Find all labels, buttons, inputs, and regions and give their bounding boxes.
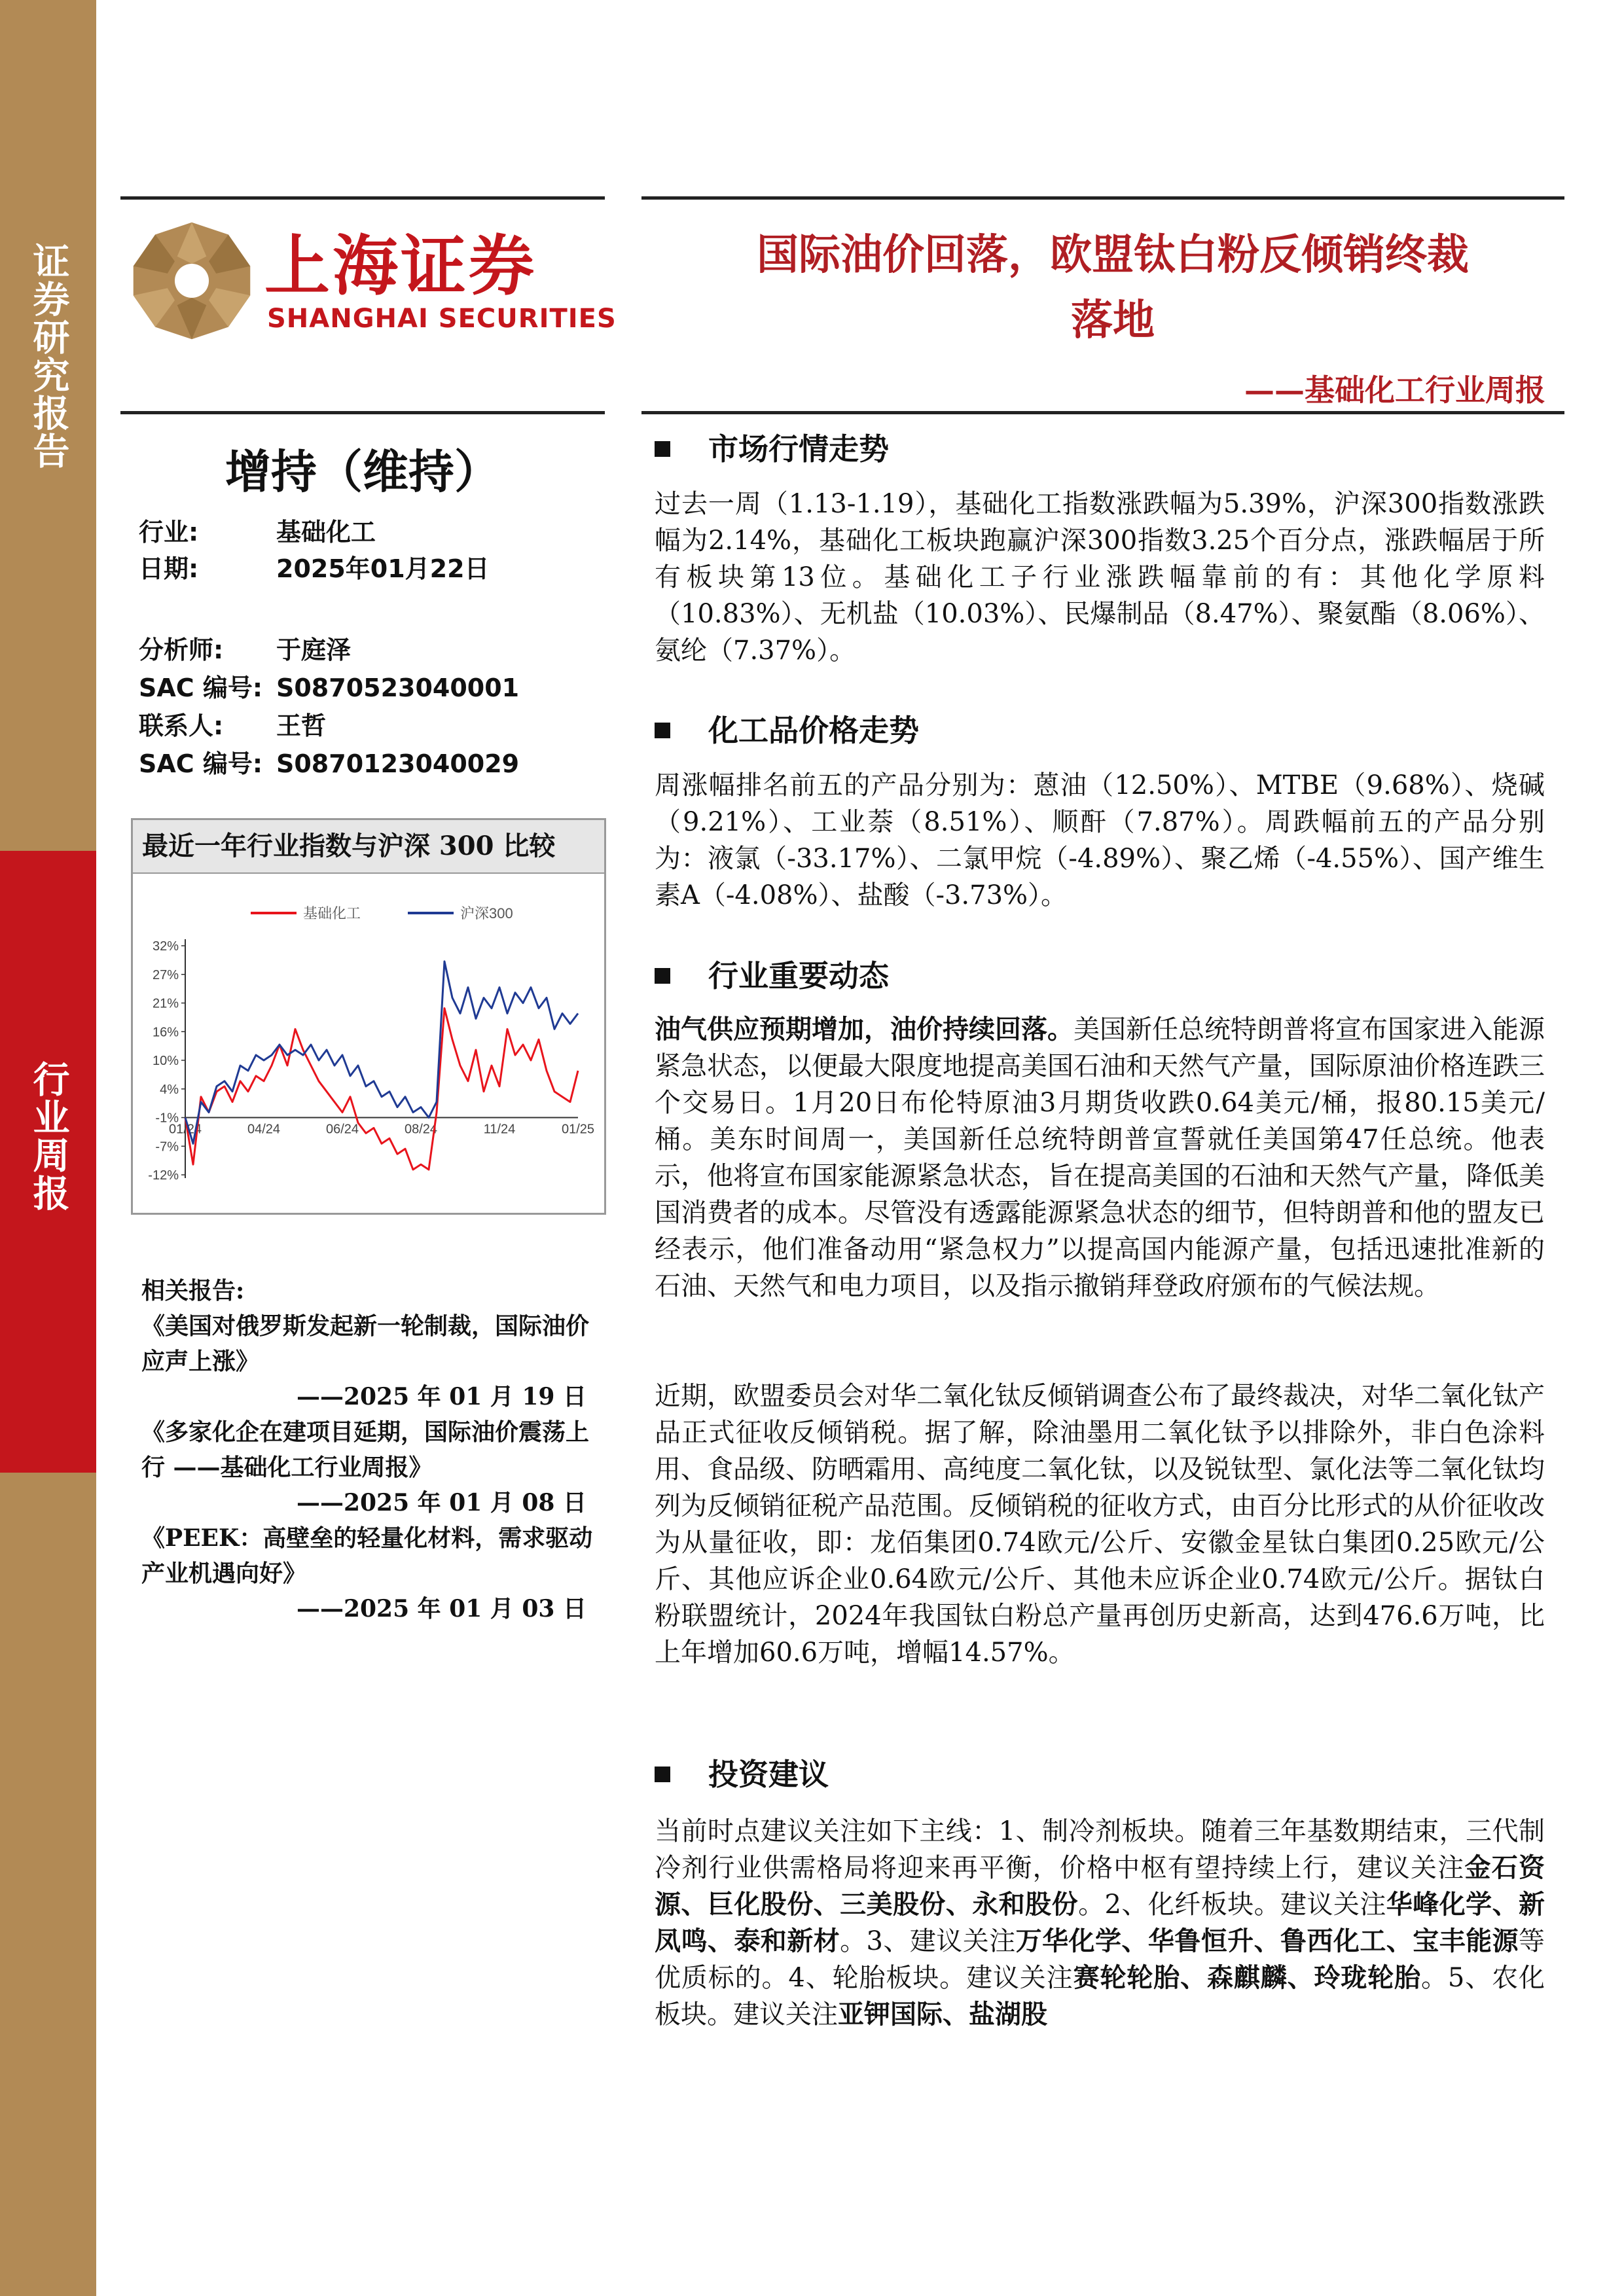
y-tick-label: 4%: [160, 1082, 179, 1097]
report-title-line1: 国际油价回落，欧盟钛白粉反倾销终裁: [757, 230, 1469, 279]
legend-label: 沪深300: [460, 905, 513, 922]
y-tick-label: 27%: [152, 967, 179, 982]
info-contact-sac: [139, 744, 519, 780]
x-tick-label: 01/25: [561, 1122, 595, 1137]
section-heading-text: 行业重要动态: [708, 958, 889, 994]
x-tick-label: 11/24: [483, 1122, 516, 1137]
bullet-square-icon: [655, 1767, 670, 1782]
info-key: 日期:: [139, 554, 199, 583]
news-body: 美国新任总统特朗普将宣布国家进入能源紧急状态，以便最大限度地提高美国石油和天然气产量，国际原油价格连跌三个交易日。1月20日布伦特原油3月期货收跌0.64美元/桶，报80.15美元/桶。美东时间周一，美国新任总统特朗普宣誓就任美国第47任总统。他表示，他将宣布国家能源紧急状态，旨在提高美国的石油和天然气产量，降低美国消费者的成本。尽管没有透露能源紧急状态的细节，但特朗普和他的盟友已经表示，他们准备动用“紧急权力”以提高国内能源产量，包括迅速批准新的石油、天然气和电力项目，以及指示撤销拜登政府颁布的气候法规。: [655, 1014, 1545, 1301]
related-item-date: ——2025 年 01 月 03 日: [296, 1595, 586, 1623]
related-item-date: ——2025 年 01 月 19 日: [296, 1383, 586, 1410]
info-key: SAC 编号:: [139, 673, 263, 702]
related-item-title: 《PEEK：高壁垒的轻量化材料，需求驱动产业机遇向好》: [141, 1524, 593, 1587]
section-invest-text: [655, 1813, 1545, 2033]
series-line: [185, 1009, 578, 1170]
info-contact: [139, 706, 326, 742]
legend-label: 基础化工: [303, 905, 361, 922]
section-invest-heading: [655, 1751, 829, 1794]
y-tick-label: 32%: [152, 939, 179, 954]
info-industry: [139, 512, 376, 548]
invest-stocks: 华峰化学、新凤鸣、泰和新材: [655, 1889, 1545, 1956]
section-heading-text: 化工品价格走势: [708, 713, 919, 748]
info-value: 基础化工: [276, 518, 376, 547]
invest-text: 。5、农化板块。建议关注: [655, 1963, 1545, 2030]
info-value: S0870123040029: [276, 749, 520, 778]
section-news-heading: [655, 952, 889, 996]
y-tick-label: -12%: [148, 1168, 179, 1183]
x-tick-label: 08/24: [404, 1122, 438, 1137]
bullet-square-icon: [655, 968, 670, 984]
chart-title: 最近一年行业指数与沪深 300 比较: [133, 820, 604, 874]
y-tick-label: -1%: [155, 1111, 179, 1126]
related-heading: 相关报告:: [141, 1277, 245, 1304]
info-value: 2025年01月22日: [276, 554, 490, 583]
related-item-date: ——2025 年 01 月 08 日: [296, 1489, 586, 1516]
info-value: 王哲: [276, 711, 327, 740]
y-tick-label: 10%: [152, 1054, 179, 1068]
y-tick-label: -7%: [155, 1139, 179, 1155]
logo-english-name: SHANGHAI SECURITIES: [267, 304, 617, 334]
x-tick-label: 06/24: [325, 1122, 359, 1137]
x-tick-label: 01/24: [168, 1122, 202, 1137]
section-heading-text: 市场行情走势: [708, 431, 889, 467]
bullet-square-icon: [655, 723, 670, 738]
section-market-text: 过去一周（1.13-1.19），基础化工指数涨跌幅为5.39%，沪深300指数涨跌幅为2.14%，基础化工板块跑赢沪深300指数3.25个百分点，涨跌幅居于所有板块第13位。基础化工子行业涨跌幅靠前的有：其他化学原料（10.83%）、无机盐（10.03%）、民爆制品（8.47%）、聚氨酯（8.06%）、氨纶（7.37%）。: [655, 489, 1545, 666]
news-lead: 油气供应预期增加，油价持续回落。: [655, 1014, 1074, 1045]
invest-text: 当前时点建议关注如下主线：1、制冷剂板块。随着三年基数期结束，三代制冷剂行业供需格局将迎来再平衡，价格中枢有望持续上行，建议关注: [655, 1816, 1545, 1883]
report-title: [661, 223, 1564, 353]
top-rule-left: [120, 196, 605, 200]
section-market-heading: [655, 425, 889, 469]
sidebar-label-weekly: [0, 1060, 96, 1212]
invest-stocks: 万华化学、华鲁恒升、鲁西化工、宝丰能源: [1015, 1926, 1519, 1956]
report-subtitle: ——基础化工行业周报: [1244, 372, 1545, 408]
invest-stocks: 金石资源、巨化股份、三美股份、永和股份: [655, 1852, 1545, 1920]
bullet-square-icon: [655, 441, 670, 457]
section-price-text: 周涨幅排名前五的产品分别为：蒽油（12.50%）、MTBE（9.68%）、烧碱（9.21%）、工业萘（8.51%）、顺酐（7.87%）。周跌幅前五的产品分别为：液氯（-33.17%）、二氯甲烷（-4.89%）、聚乙烯（-4.55%）、国产维生素A（-4.08%）、盐酸（-3.73%）。: [655, 770, 1545, 910]
invest-stocks: 赛轮轮胎、森麒麟、玲珑轮胎: [1073, 1962, 1422, 1993]
related-reports: [141, 1273, 600, 1626]
top-rule-right: [641, 196, 1564, 200]
section-heading-text: 投资建议: [708, 1757, 829, 1792]
y-tick-label: 16%: [152, 1025, 179, 1040]
info-analyst-sac: [139, 668, 519, 704]
invest-text: 。3、建议关注: [840, 1926, 1016, 1956]
report-title-line2: 落地: [1071, 296, 1155, 345]
section-news-text1: [655, 1011, 1545, 1304]
info-key: 联系人:: [139, 711, 224, 740]
related-item-title: 《多家化企在建项目延期，国际油价震荡上行 ——基础化工行业周报》: [141, 1418, 590, 1481]
mid-rule-right: [641, 411, 1564, 414]
mid-rule-left: [120, 411, 605, 414]
invest-text: 。2、化纤板块。建议关注: [1078, 1890, 1386, 1920]
section-price-heading: [655, 707, 919, 750]
x-tick-label: 04/24: [247, 1122, 281, 1137]
rating: 增持（维持）: [225, 444, 500, 499]
info-key: 分析师:: [139, 636, 224, 664]
invest-stocks: 亚钾国际、盐湖股: [838, 1999, 1047, 2030]
series-line: [185, 961, 578, 1143]
logo-chinese-name: 上海证券: [264, 228, 537, 304]
info-value: 于庭泽: [276, 636, 352, 664]
related-item-title: 《美国对俄罗斯发起新一轮制裁，国际油价应声上涨》: [141, 1312, 590, 1375]
invest-text: 等优质标的。4、轮胎板块。建议关注: [655, 1926, 1545, 1993]
sidebar-report-type-text: 证券研究报告: [27, 242, 70, 470]
sidebar-label-report-type: [0, 242, 96, 470]
info-analyst: [139, 630, 351, 666]
info-value: S0870523040001: [276, 673, 520, 702]
y-tick-label: 21%: [152, 996, 179, 1011]
chart-plot: [133, 874, 604, 1211]
index-comparison-chart: [131, 818, 606, 1215]
info-date: [139, 548, 490, 584]
info-key: 行业:: [139, 518, 199, 547]
info-key: SAC 编号:: [139, 749, 263, 778]
section-news-text2: 近期，欧盟委员会对华二氧化钛反倾销调查公布了最终裁决，对华二氧化钛产品正式征收反倾销税。据了解，除油墨用二氧化钛予以排除外，非白色涂料用、食品级、防晒霜用、高纯度二氧化钛，以及锐钛型、氯化法等二氧化钛均列为反倾销征税产品范围。反倾销税的征收方式，由百分比形式的从价征收改为从量征收，即：龙佰集团0.74欧元/公斤、安徽金星钛白集团0.25欧元/公斤、其他应诉企业0.64欧元/公斤、其他未应诉企业0.74欧元/公斤。据钛白粉联盟统计，2024年我国钛白粉总产量再创历史新高，达到476.6万吨，比上年增加60.6万吨，增幅14.57%。: [655, 1381, 1545, 1668]
shanghai-securities-logo-icon: [131, 220, 253, 342]
sidebar-weekly-text: 行业周报: [27, 1060, 70, 1212]
left-sidebar: [0, 0, 96, 2296]
